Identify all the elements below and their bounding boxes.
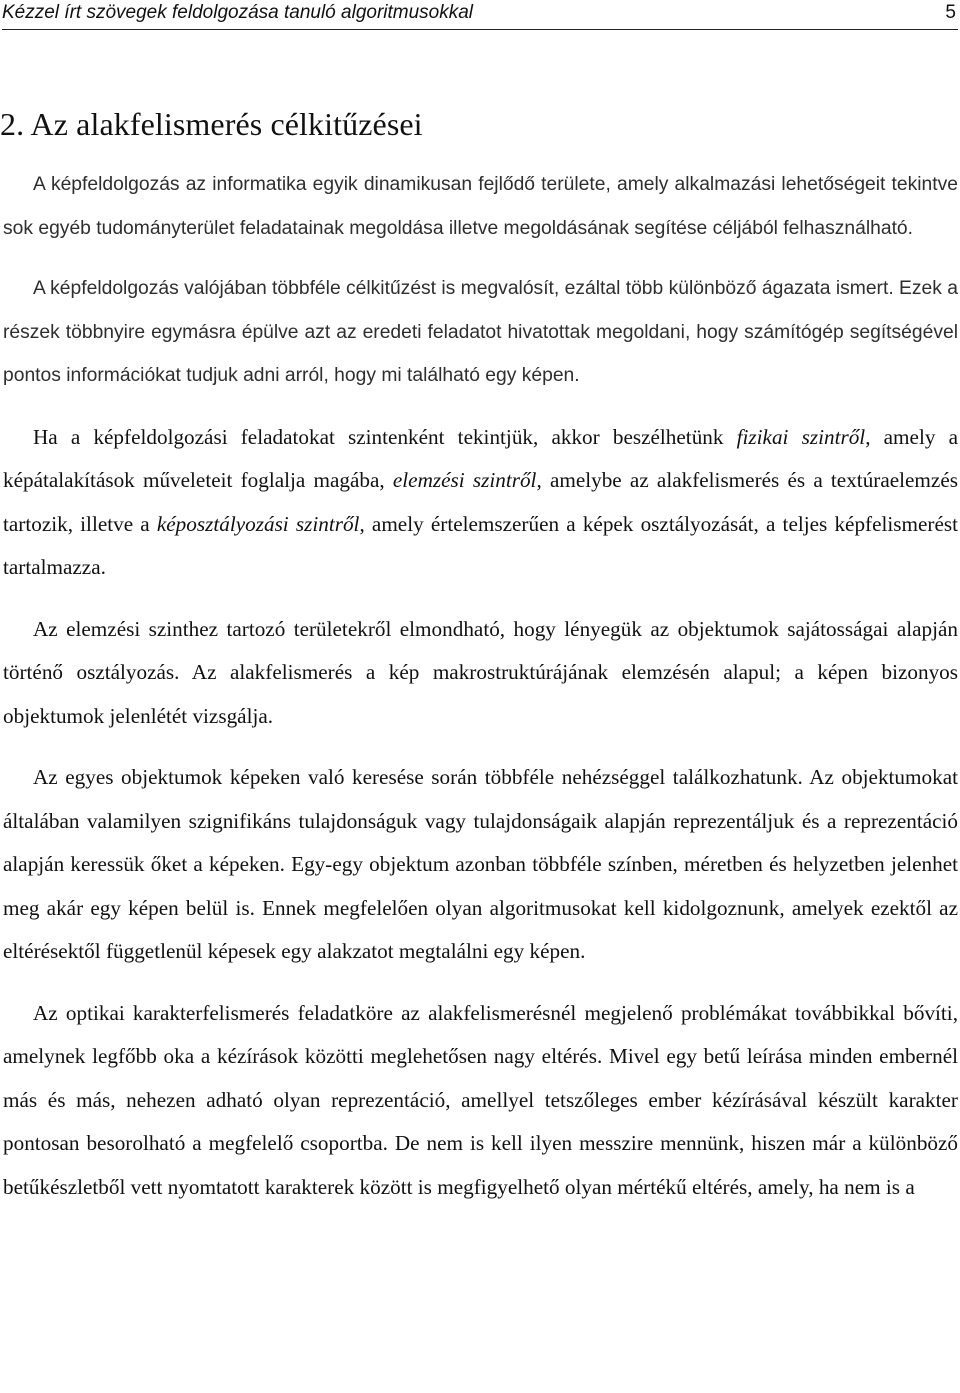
running-header: [2, 0, 958, 30]
running-header-title: Kézzel írt szövegek feldolgozása tanuló algoritmusokkal: [2, 2, 474, 23]
emphasis-analysis-level: elemzési szintről: [392, 468, 537, 492]
paragraph-object-search: Az egyes objektumok képeken való keresése során többféle nehézséggel találkozhatunk. Az objektumokat általában valamilyen szignifikáns tulajdonságuk vagy tulajdonságaik alapján reprezentáljuk és a reprezentáció alapján keressük őket a képeken. Egy-egy objektum azonban többféle színben, méretben és helyzetben jelenhet meg akár egy képen belül is. Ennek megfelelően olyan algoritmusokat kell kidolgoznunk, amelyek ezektől az eltérésektől függetlenül képesek egy alakzatot megtalálni egy képen.: [3, 765, 958, 963]
body-text: [3, 163, 958, 1209]
emphasis-classification-level: képosztályozási szintről: [156, 511, 360, 536]
paragraph-optical-character-recognition: Az optikai karakterfelismerés feladatköre az alakfelismerésnél megjelenő problémákat továbbikkal bővíti, amelynek legfőbb oka a kézírások közötti meglehetősen nagy eltérés. Mivel egy betű leírása minden embernél más és más, nehezen adható olyan reprezentáció, amellyel tetszőleges ember kézírásával készült karakter pontosan besorolható a megfelelő csoportba. De nem is kell ilyen messzire mennünk, hiszen már a különböző betűkészletből vett nyomtatott karakterek között is megfigyelhető olyan mértékű eltérés, amely, ha nem is a: [3, 1000, 958, 1199]
paragraph-spacing: [3, 590, 958, 608]
paragraph-spacing: [3, 974, 958, 992]
page-number: 5: [945, 2, 956, 23]
emphasis-physical-level: fizikai szintről: [736, 424, 866, 449]
paragraph-processing-levels: [3, 416, 958, 590]
paragraph-spacing: [3, 738, 958, 756]
paragraph-text-segment: , amely a képátalakítások műveleteit foglalja magába,: [3, 424, 958, 492]
paragraph-intro: A képfeldolgozás az informatika egyik dinamikusan fejlődő területe, amely alkalmazási lehetőségeit tekintve sok egyéb tudományterület feladatainak megoldása illetve megoldásának segítése céljából felhasználható.: [3, 174, 958, 239]
paragraph-image-processing-branches: A képfeldolgozás valójában többféle célkitűzést is megvalósít, ezáltal több különböző ágazata ismert. Ezek a részek többnyire egymásra épülve azt az eredeti feladatot hivatottak megoldani, hogy számítógép segítségével pontos információkat tudjuk adni arról, hogy mi található egy képen.: [3, 278, 958, 386]
paragraph-analysis-level: Az elemzési szinthez tartozó területekről elmondható, hogy lényegük az objektumok sajátosságai alapján történő osztályozás. Az alakfelismerés a kép makrostruktúrájának elemzésén alapul; a képen bizonyos objektumok jelenlétét vizsgálja.: [3, 616, 958, 728]
paragraph-spacing: [3, 398, 958, 416]
paragraph-text-segment: , amely értelemszerűen a képek osztályozását, a teljes képfelismerést tartalmazza.: [3, 511, 958, 579]
paragraph-text-segment: Ha a képfeldolgozási feladatokat szintenként tekintjük, akkor beszélhetünk: [33, 424, 737, 449]
paragraph-spacing: [3, 250, 958, 267]
paragraph-text-segment: , amelybe az alakfelismerés és a textúraelemzés tartozik, illetve a: [3, 468, 958, 536]
chapter-title: 2. Az alakfelismerés célkitűzései: [0, 106, 423, 142]
